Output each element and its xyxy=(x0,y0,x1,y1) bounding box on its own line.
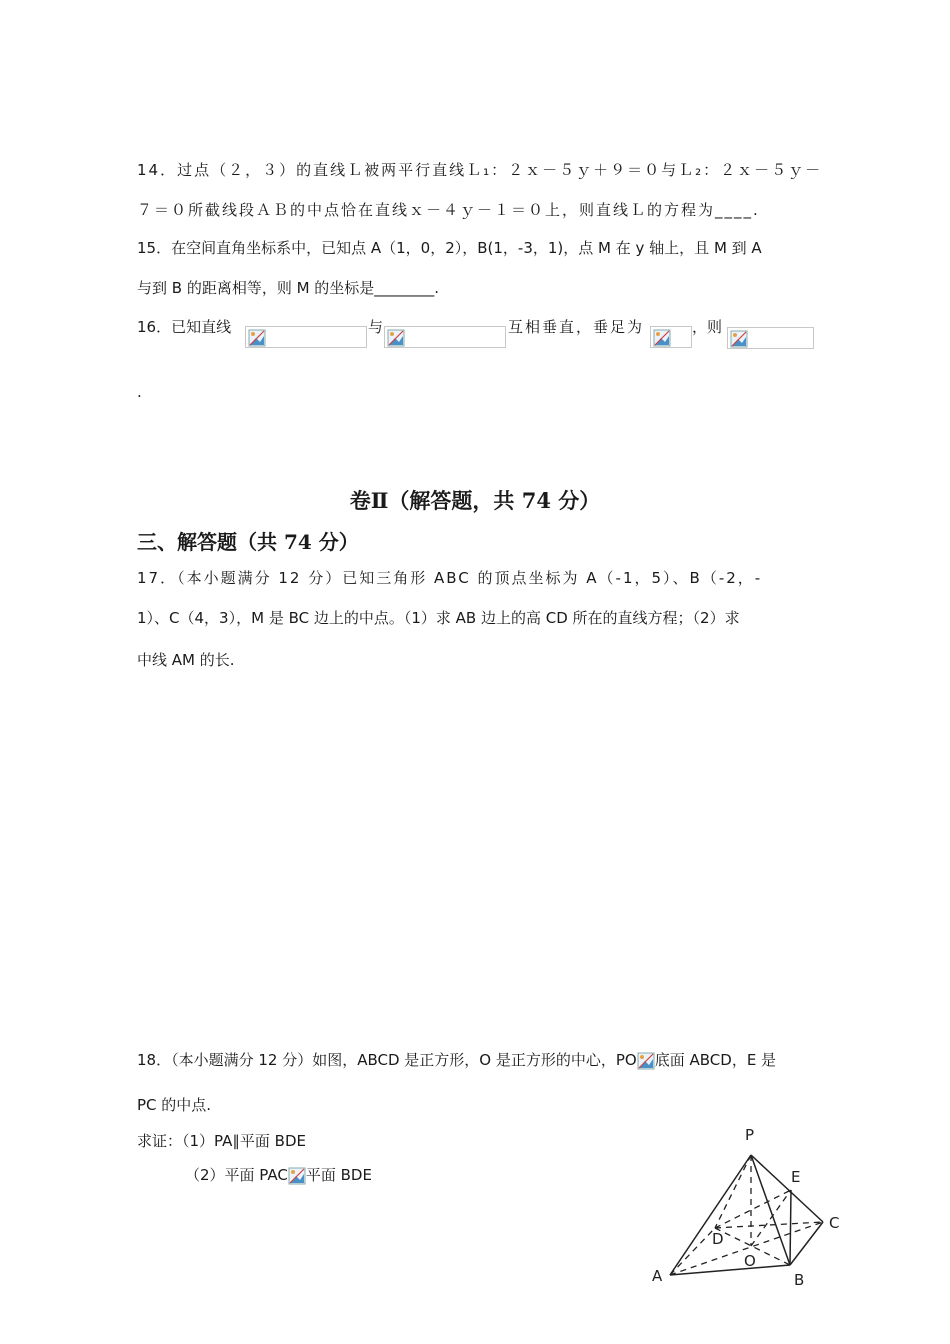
q18-prove-2b: 平面 BDE xyxy=(305,1166,372,1184)
broken-image-icon xyxy=(288,1167,306,1185)
edge-PA xyxy=(670,1155,751,1275)
q16-text-2: 与 xyxy=(368,318,384,336)
equation-image xyxy=(245,326,367,348)
q18-line1 xyxy=(137,1050,776,1070)
equation-image xyxy=(727,327,814,349)
q14-line1: 14．过点（２，３）的直线Ｌ被两平行直线Ｌ₁：２ｘ－５ｙ＋９＝０与Ｌ₂：２ｘ－５ｙ－ xyxy=(137,161,823,179)
equation-image xyxy=(384,326,506,348)
q15-line1: 15．在空间直角坐标系中，已知点 A（1，0，2），B(1，-3，1)，点 M 在 y 轴上，且 M 到 A xyxy=(137,239,762,257)
q16-text-3: 互相垂直，垂足为 xyxy=(508,318,645,336)
q18-prove-2 xyxy=(185,1165,372,1185)
section-title: 卷Ⅱ（解答题，共 74 分） xyxy=(349,488,601,513)
equation-image xyxy=(650,326,692,348)
q14-line2: ７＝０所截线段ＡＢ的中点恰在直线ｘ－４ｙ－１＝０上，则直线Ｌ的方程为____. xyxy=(137,201,760,219)
q18-line1-b: 底面 ABCD，E 是 xyxy=(654,1051,777,1069)
q16-text-1: 16．已知直线 xyxy=(137,318,232,336)
edge-BC xyxy=(790,1222,823,1265)
broken-image-icon xyxy=(248,329,266,347)
edge-BE xyxy=(790,1190,791,1265)
label-O: O xyxy=(744,1252,756,1270)
edge-PD xyxy=(715,1155,751,1228)
q15-line2: 与到 B 的距离相等，则 M 的坐标是________. xyxy=(137,279,440,297)
q18-prove-1: 求证：（1）PA∥平面 BDE xyxy=(137,1132,306,1150)
pyramid-figure xyxy=(645,1120,855,1290)
broken-image-icon xyxy=(730,330,748,348)
q18-line2: PC 的中点. xyxy=(137,1096,212,1114)
label-B: B xyxy=(794,1271,805,1289)
edge-PC xyxy=(751,1155,823,1222)
label-E: E xyxy=(791,1168,801,1186)
broken-image-icon xyxy=(637,1052,655,1070)
label-D: D xyxy=(712,1230,724,1248)
label-A: A xyxy=(652,1267,663,1285)
label-P: P xyxy=(745,1126,755,1144)
edge-AD xyxy=(670,1228,715,1275)
edge-DE xyxy=(715,1190,791,1228)
q16-text-4: ，则 xyxy=(692,318,723,336)
edge-AB xyxy=(670,1265,790,1275)
section-subtitle: 三、解答题（共 74 分） xyxy=(137,530,359,554)
q16-end-dot: . xyxy=(137,383,142,401)
q17-line1: 17．（本小题满分 12 分）已知三角形 ABC 的顶点坐标为 A（-1，5）、B（-2，- xyxy=(137,569,763,587)
q17-line3: 中线 AM 的长. xyxy=(137,651,235,669)
q18-line1-a: 18．（本小题满分 12 分）如图，ABCD 是正方形，O 是正方形的中心，PO xyxy=(137,1051,637,1069)
label-C: C xyxy=(829,1214,840,1232)
broken-image-icon xyxy=(387,329,405,347)
edge-OE xyxy=(751,1190,791,1246)
q17-line2: 1）、C（4，3），M 是 BC 边上的中点。（1）求 AB 边上的高 CD 所在的直线方程；（2）求 xyxy=(137,609,740,627)
broken-image-icon xyxy=(653,329,671,347)
q18-prove-2a: （2）平面 PAC xyxy=(185,1166,288,1184)
